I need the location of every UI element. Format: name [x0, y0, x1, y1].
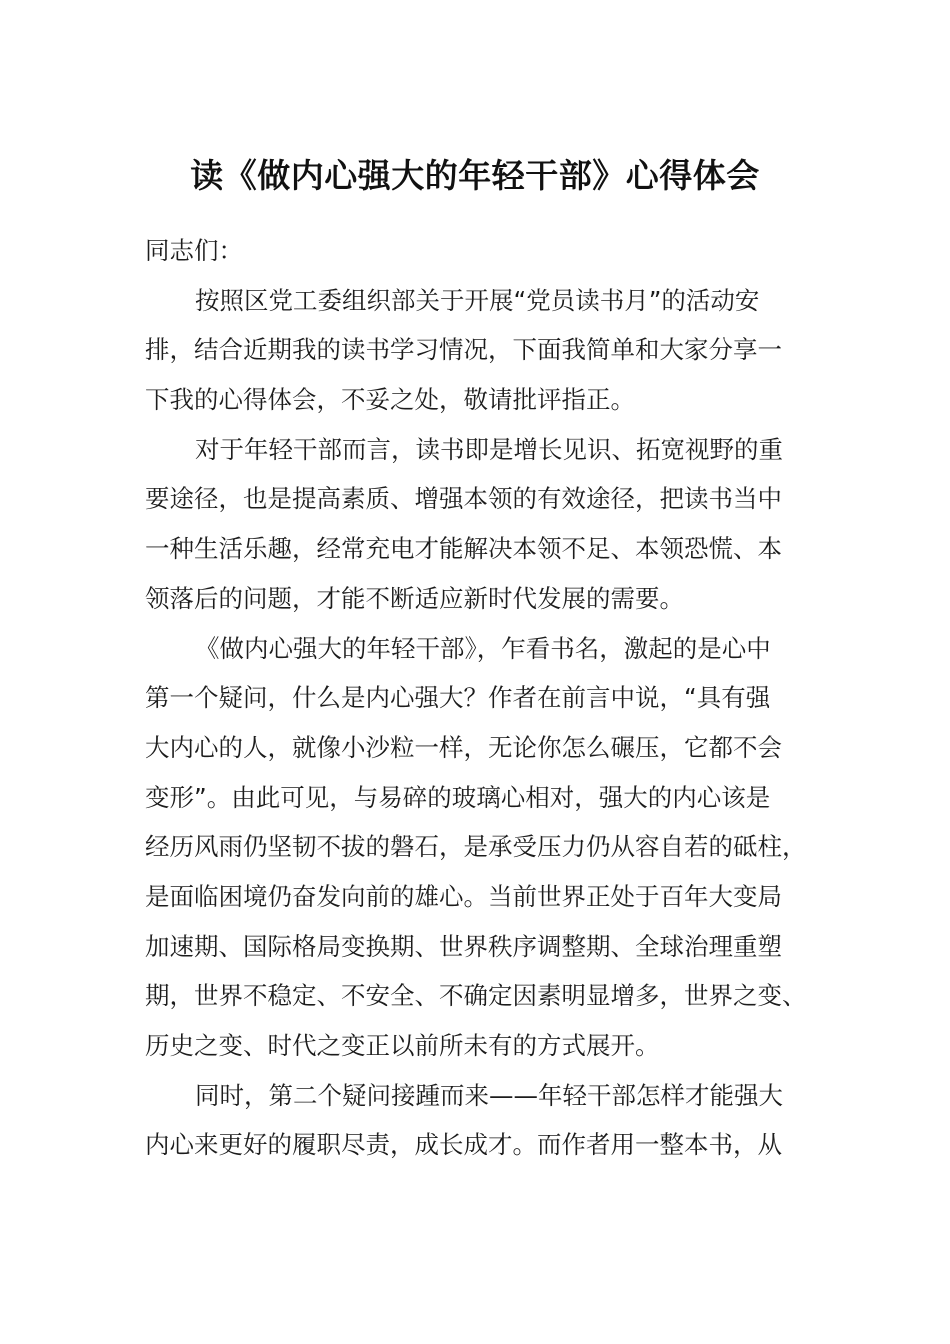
text-line: 领落后的问题，才能不断适应新时代发展的需要。 [145, 583, 684, 613]
text-line: 大内心的人，就像小沙粒一样，无论你怎么碾压，它都不会 [145, 732, 782, 762]
text-line: 对于年轻干部而言，读书即是增长见识、拓宽视野的重 [195, 434, 783, 464]
text-line: 第一个疑问，什么是内心强大？作者在前言中说，“具有强 [145, 683, 771, 713]
document-body [145, 226, 810, 1170]
text-line: 要途径，也是提高素质、增强本领的有效途径，把读书当中 [145, 484, 782, 514]
text-line: 《做内心强大的年轻干部》，乍看书名，激起的是心中 [195, 633, 771, 663]
text-line: 历史之变、时代之变正以前所未有的方式展开。 [145, 1031, 660, 1060]
salutation-line: 同志们： [145, 236, 243, 265]
text-line: 期，世界不稳定、不安全、不确定因素明显增多，世界之变、 [145, 981, 807, 1011]
text-line: 下我的心得体会，不妥之处，敬请批评指正。 [145, 385, 635, 415]
text-line: 经历风雨仍坚韧不拔的磐石，是承受压力仍从容自若的砥柱， [145, 832, 807, 862]
text-line: 内心来更好的履职尽责，成长成才。而作者用一整本书，从 [145, 1130, 782, 1160]
text-line: 一种生活乐趣，经常充电才能解决本领不足、本领恐慌、本 [145, 534, 782, 564]
document-title: 读《做内心强大的年轻干部》心得体会 [190, 156, 760, 195]
text-line: 同时，第二个疑问接踵而来——年轻干部怎样才能强大 [195, 1080, 783, 1110]
text-line: 变形”。由此可见，与易碎的玻璃心相对，强大的内心该是 [145, 782, 771, 812]
text-line: 按照区党工委组织部关于开展“党员读书月”的活动安 [195, 285, 760, 315]
text-line: 是面临困境仍奋发向前的雄心。当前世界正处于百年大变局 [145, 881, 782, 911]
text-line: 排，结合近期我的读书学习情况，下面我简单和大家分享一 [145, 335, 782, 365]
text-line: 加速期、国际格局变换期、世界秩序调整期、全球治理重塑 [145, 931, 782, 961]
